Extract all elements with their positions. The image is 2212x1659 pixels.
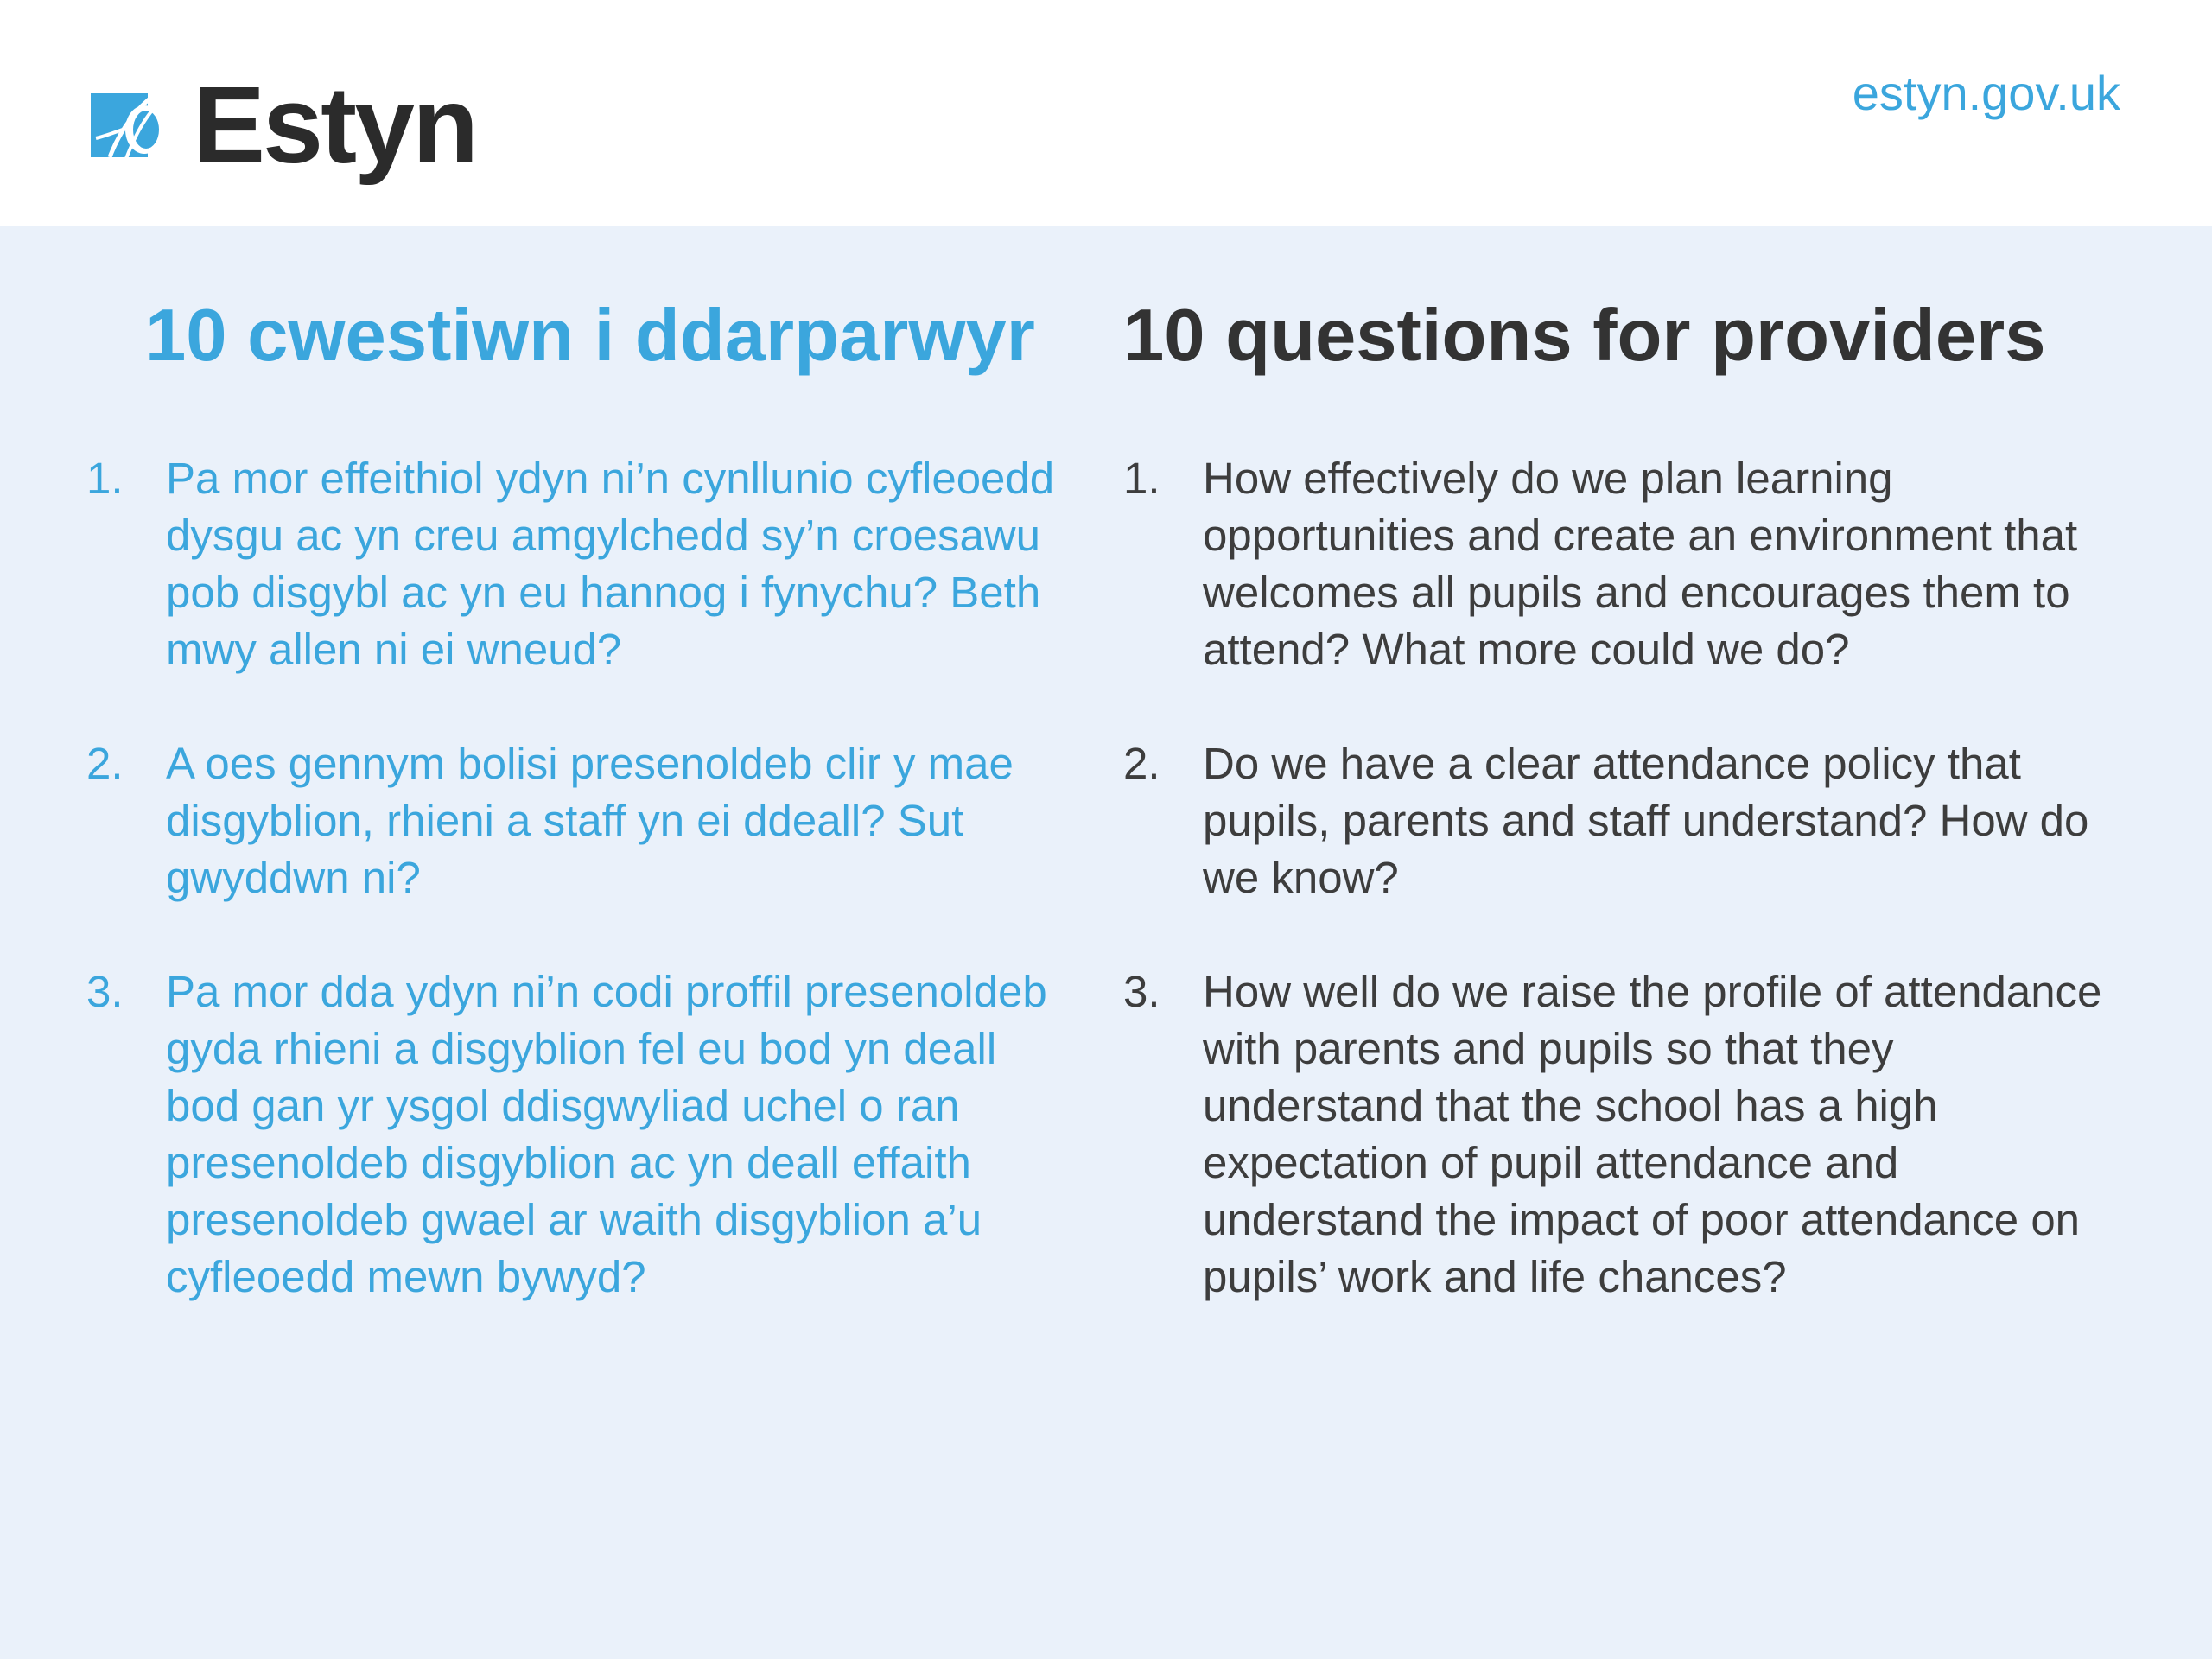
question-text: How well do we raise the profile of attendance with parents and pupils so that they understand that the school has a high expectation of pupil attendance and understand the impact of poor attendance on pupils’ work and life chances? <box>1203 967 2102 1302</box>
welsh-question-item <box>86 450 1071 678</box>
question-text: A oes gennym bolisi presenoldeb clir y mae disgyblion, rhieni a staff yn ei ddeall? Sut gwyddwn ni? <box>166 739 1014 903</box>
estyn-logo-icon <box>91 86 168 164</box>
english-column <box>1123 297 2126 1363</box>
question-number: 3. <box>1123 967 1160 1017</box>
estyn-logo[interactable] <box>91 64 477 186</box>
site-url-link[interactable]: estyn.gov.uk <box>1852 66 2120 120</box>
question-number: 3. <box>86 967 124 1017</box>
brand-name: Estyn <box>193 64 477 186</box>
english-question-item <box>1123 450 2126 678</box>
welsh-column <box>86 297 1071 1363</box>
english-question-list <box>1123 450 2126 1306</box>
welsh-question-list <box>86 450 1071 1306</box>
question-number: 2. <box>86 739 124 789</box>
english-title: 10 questions for providers <box>1123 295 2046 377</box>
english-question-item <box>1123 963 2126 1306</box>
questions-panel <box>0 226 2212 1659</box>
welsh-title: 10 cwestiwn i ddarparwyr <box>145 295 1035 377</box>
question-text: Pa mor effeithiol ydyn ni’n cynllunio cyfleoedd dysgu ac yn creu amgylchedd sy’n croesawu pob disgybl ac yn eu hannog i fynychu? Beth mwy allen ni ei wneud? <box>166 454 1055 675</box>
question-number: 1. <box>1123 454 1160 504</box>
page-header <box>0 0 2212 226</box>
welsh-question-item <box>86 735 1071 906</box>
question-text: How effectively do we plan learning opportunities and create an environment that welcomes all pupils and encourages them to attend? What more could we do? <box>1203 454 2078 675</box>
english-question-item <box>1123 735 2126 906</box>
question-number: 1. <box>86 454 124 504</box>
question-number: 2. <box>1123 739 1160 789</box>
question-text: Pa mor dda ydyn ni’n codi proffil presenoldeb gyda rhieni a disgyblion fel eu bod yn deall bod gan yr ysgol ddisgwyliad uchel o ran presenoldeb disgyblion ac yn deall effaith presenoldeb gwael ar waith disgyblion a’u cyfleoedd mewn bywyd? <box>166 967 1047 1302</box>
question-text: Do we have a clear attendance policy that pupils, parents and staff understand? How do we know? <box>1203 739 2089 903</box>
welsh-question-item <box>86 963 1071 1306</box>
